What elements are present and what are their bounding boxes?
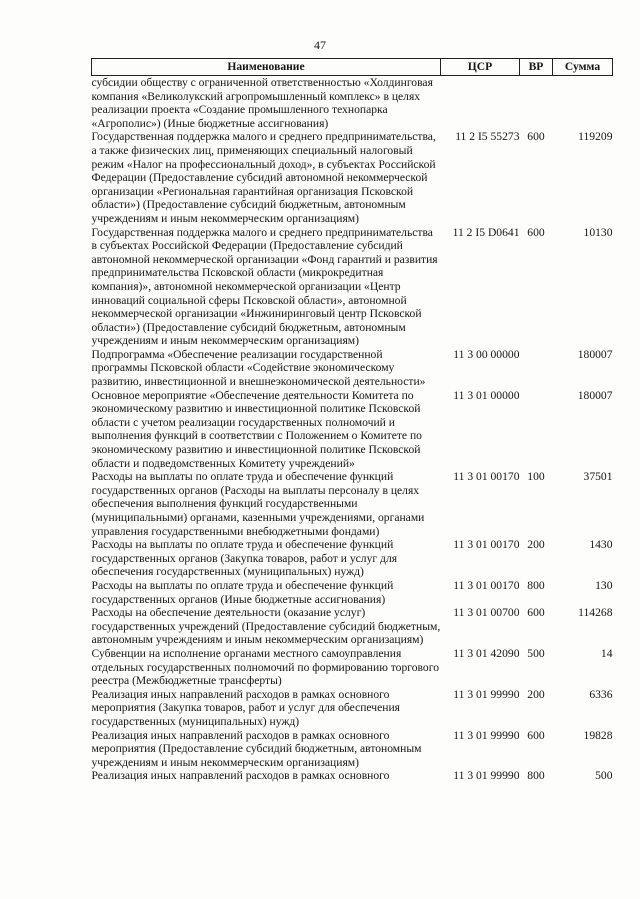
row-name: Основное мероприятие «Обеспечение деятельности Комитета по экономическому развитию и инвестиционной политике Псковской области с учетом реализации государственных полномочий и выполнения функций в соответствии с Положением о Комитете по экономическому развитию и инвестиционной политике Псковской области и подведомственных Комитету учреждений» xyxy=(91,388,422,470)
row-vr xyxy=(520,76,553,131)
row-csr: 11 3 01 00000 xyxy=(453,388,520,402)
row-csr: 11 3 01 42090 xyxy=(453,646,520,660)
row-csr: 11 3 01 99990 xyxy=(453,728,520,742)
table-row xyxy=(92,226,613,348)
table-row xyxy=(92,130,613,225)
row-sum: 19828 xyxy=(583,728,613,742)
row-vr: 600 xyxy=(527,728,545,742)
row-vr: 100 xyxy=(527,470,545,484)
header-sum: Сумма xyxy=(553,59,613,76)
row-vr: 200 xyxy=(527,687,545,701)
table-row xyxy=(92,647,613,688)
row-sum: 14 xyxy=(600,646,613,660)
row-name: субсидии обществу с ограниченной ответственностью «Холдинговая компания «Великолукский агропромышленный комплекс» в целях реализации проекта «Создание промышленного технопарка «Агрополис») (Иные бюджетные ассигнования) xyxy=(91,76,433,130)
row-sum: 6336 xyxy=(589,687,613,701)
row-csr: 11 2 I5 55273 xyxy=(455,130,520,144)
row-name: Расходы на выплаты по оплате труда и обеспечение функций государственных органов (Иные бюджетные ассигнования) xyxy=(91,578,394,606)
row-csr: 11 2 I5 D0641 xyxy=(452,225,520,239)
row-sum: 37501 xyxy=(583,470,613,484)
budget-table xyxy=(91,58,613,783)
row-name: Реализация иных направлений расходов в рамках основного мероприятия (Предоставление субсидий бюджетным, автономным учреждениям и иным некоммерческим организациям) xyxy=(91,728,422,769)
row-vr: 600 xyxy=(527,130,545,144)
table-row xyxy=(92,729,613,770)
table-row xyxy=(92,538,613,579)
row-sum: 10130 xyxy=(583,225,613,239)
row-csr: 11 3 01 00170 xyxy=(453,578,520,592)
row-csr: 11 3 01 00170 xyxy=(453,538,520,552)
row-name: Государственная поддержка малого и среднего предпринимательства в субъектах Российской Федерации (Предоставление субсидий автономной некоммерческой организации «Фонд гарантий и развития предпринимательства Псковской области (микрокредитная компания)», автономной некоммерческой организации «Центр инноваций социальной сферы Псковской области», автономной некоммерческой организации «Инжиниринговый центр Псковской области») (Предоставление субсидий бюджетным, автономным учреждениям и иным некоммерческим организациям) xyxy=(91,225,438,348)
row-sum: 1430 xyxy=(589,538,613,552)
row-name: Расходы на обеспечение деятельности (оказание услуг) государственных учреждений (Предоставление субсидий бюджетным, автономным учреждениям и иным некоммерческим организациям) xyxy=(91,606,441,647)
row-vr: 200 xyxy=(527,538,545,552)
row-name: Государственная поддержка малого и среднего предпринимательства, а также физических лиц, применяющих специальный налоговый режим «Налог на профессиональный доход», в субъектах Российской Федерации (Предоставление субсидий автономной некоммерческой организации «Региональная гарантийная организация Псковской области») (Предоставление субсидий бюджетным, автономным учреждениям и иным некоммерческим организациям) xyxy=(91,130,436,225)
row-vr: 600 xyxy=(527,225,545,239)
row-vr xyxy=(520,348,553,389)
row-name: Расходы на выплаты по оплате труда и обеспечение функций государственных органов (Закупка товаров, работ и услуг для обеспечения государственных (муниципальных) нужд) xyxy=(91,538,398,579)
row-csr: 11 3 00 00000 xyxy=(453,347,520,361)
row-csr: 11 3 01 99990 xyxy=(453,687,520,701)
table-row xyxy=(92,348,613,389)
row-csr: 11 3 01 99990 xyxy=(453,769,520,783)
row-csr: 11 3 01 00170 xyxy=(453,470,520,484)
row-sum: 500 xyxy=(595,769,613,783)
table-row xyxy=(92,606,613,647)
row-name: Расходы на выплаты по оплате труда и обеспечение функций государственных органов (Расходы на выплаты персоналу в целях обеспечения выполнения функций государственными (муниципальными) органами, казенными учреждениями, органами управления государственными внебюджетными фондами) xyxy=(91,470,425,538)
page-number: 47 xyxy=(314,38,326,52)
row-vr: 800 xyxy=(527,578,545,592)
row-sum: 180007 xyxy=(577,347,613,361)
row-vr: 600 xyxy=(527,606,545,620)
header-name: Наименование xyxy=(92,59,441,76)
table-row xyxy=(92,76,613,131)
row-sum: 130 xyxy=(595,578,613,592)
header-vr: ВР xyxy=(520,59,553,76)
row-vr: 800 xyxy=(527,769,545,783)
table-row xyxy=(92,470,613,538)
table-row xyxy=(92,688,613,729)
table-row xyxy=(92,389,613,471)
row-sum: 180007 xyxy=(577,388,613,402)
row-sum xyxy=(553,76,613,131)
row-name: Реализация иных направлений расходов в рамках основного мероприятия (Закупка товаров, работ и услуг для обеспечения государственных (муниципальных) нужд) xyxy=(91,687,400,728)
row-vr: 500 xyxy=(527,646,545,660)
table-row xyxy=(92,769,613,783)
table-header-row xyxy=(92,59,613,76)
row-sum: 114268 xyxy=(578,606,613,620)
row-name: Подпрограмма «Обеспечение реализации государственной программы Псковской области «Содействие экономическому развитию, инвестиционной и внешнеэкономической деятельности» xyxy=(91,347,426,389)
table-row xyxy=(92,579,613,606)
row-csr xyxy=(441,76,520,131)
row-csr: 11 3 01 00700 xyxy=(453,606,520,620)
row-sum: 119209 xyxy=(578,130,613,144)
row-name: Субвенции на исполнение органами местного самоуправления отдельных государственных полномочий по формированию торгового реестра (Межбюджетные трансферты) xyxy=(91,646,439,688)
header-csr: ЦСР xyxy=(441,59,520,76)
row-vr xyxy=(520,389,553,471)
row-name: Реализация иных направлений расходов в рамках основного xyxy=(91,769,390,783)
